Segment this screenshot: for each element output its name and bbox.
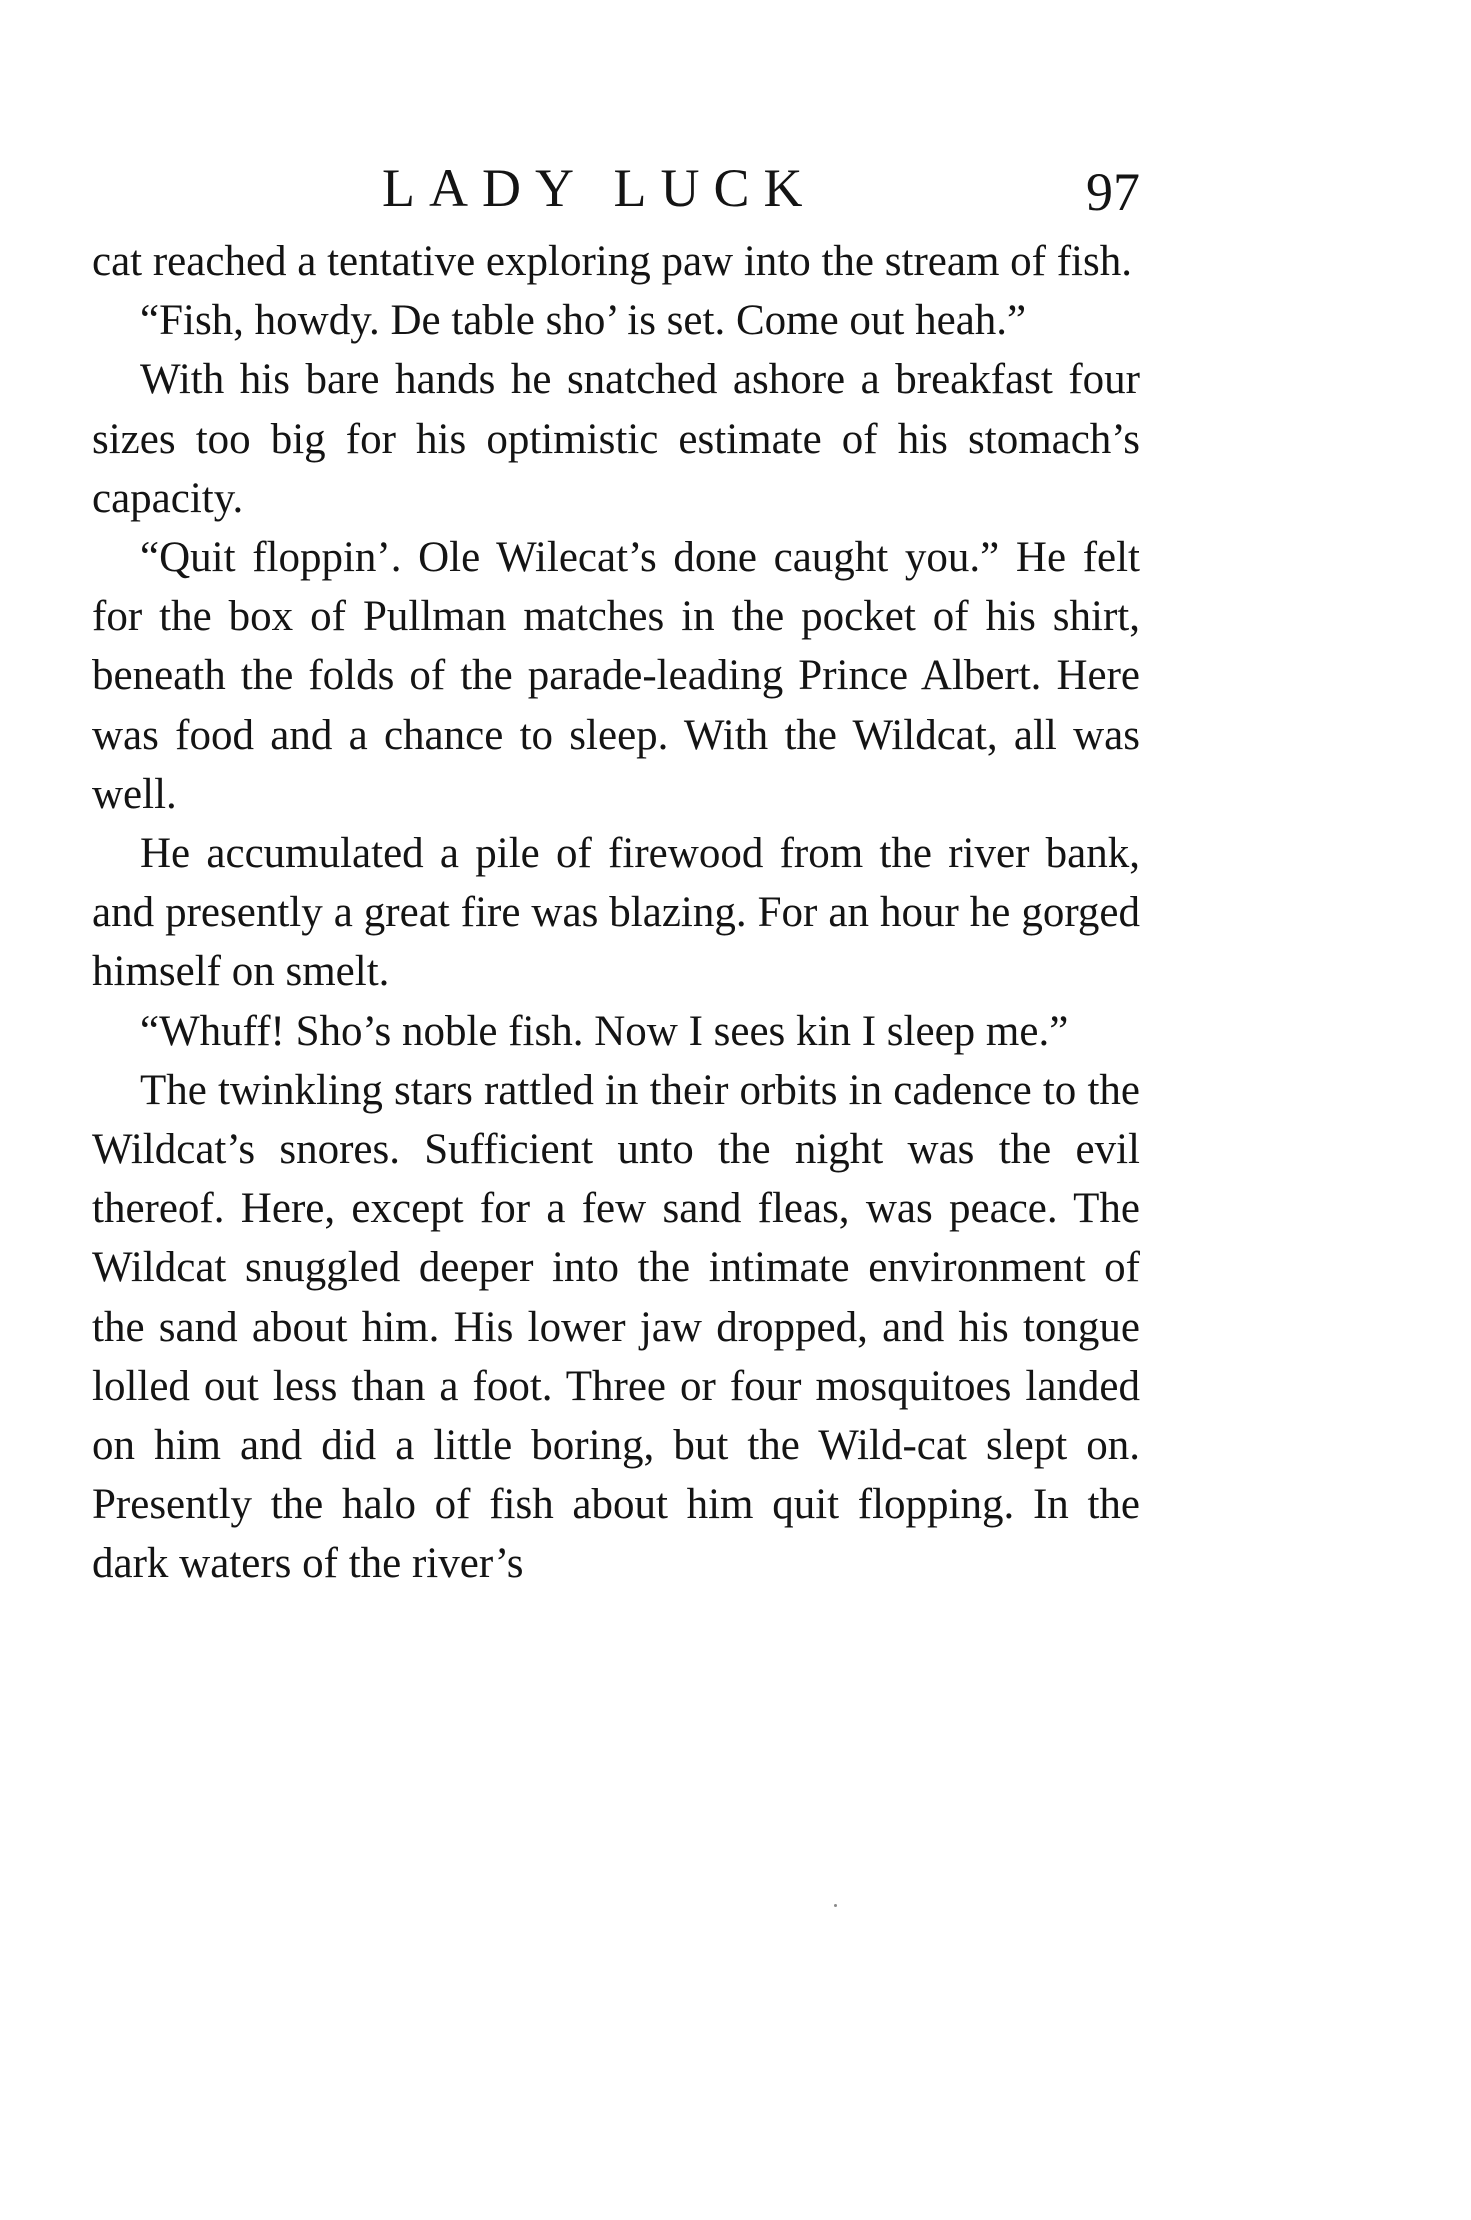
body-text	[92, 232, 1140, 1594]
paragraph-whuff: “Whuff! Sho’s noble fish. Now I sees kin I sleep me.”	[140, 1007, 1069, 1055]
paragraph-bare-hands: With his bare hands he snatched ashore a breakfast four sizes too big for his optimistic estimate of his stomach’s capacity.	[92, 356, 1140, 522]
paragraph-twinkling-stars: The twinkling stars rattled in their orbits in cadence to the Wildcat’s snores. Sufficient unto the night was the evil thereof. Here, except for a few sand fleas, was peace. The Wildcat snuggled deeper into the intimate environment of the sand about him. His lower jaw dropped, and his tongue lolled out less than a foot. Three or four mosquitoes landed on him and did a little boring, but the Wild-cat slept on. Presently the halo of fish about him quit flopping. In the dark waters of the river’s	[92, 1066, 1140, 1588]
page-number: 97	[1086, 162, 1140, 222]
page-header	[92, 150, 1140, 230]
paragraph-quit-floppin: “Quit floppin’. Ole Wilecat’s done caught you.” He felt for the box of Pullman matches in the pocket of his shirt, beneath the folds of the parade-leading Prince Albert. Here was food and a chance to sleep. With the Wildcat, all was well.	[92, 534, 1140, 818]
running-head: LADY LUCK	[382, 158, 817, 218]
paragraph-firewood: He accumulated a pile of firewood from the river bank, and presently a great fire was blazing. For an hour he gorged himself on smelt.	[92, 830, 1140, 996]
paragraph-fish-howdy: “Fish, howdy. De table sho’ is set. Come out heah.”	[140, 297, 1027, 345]
paragraph-continuation: cat reached a tentative exploring paw into the stream of fish.	[92, 238, 1132, 285]
page-speck	[834, 1904, 837, 1907]
